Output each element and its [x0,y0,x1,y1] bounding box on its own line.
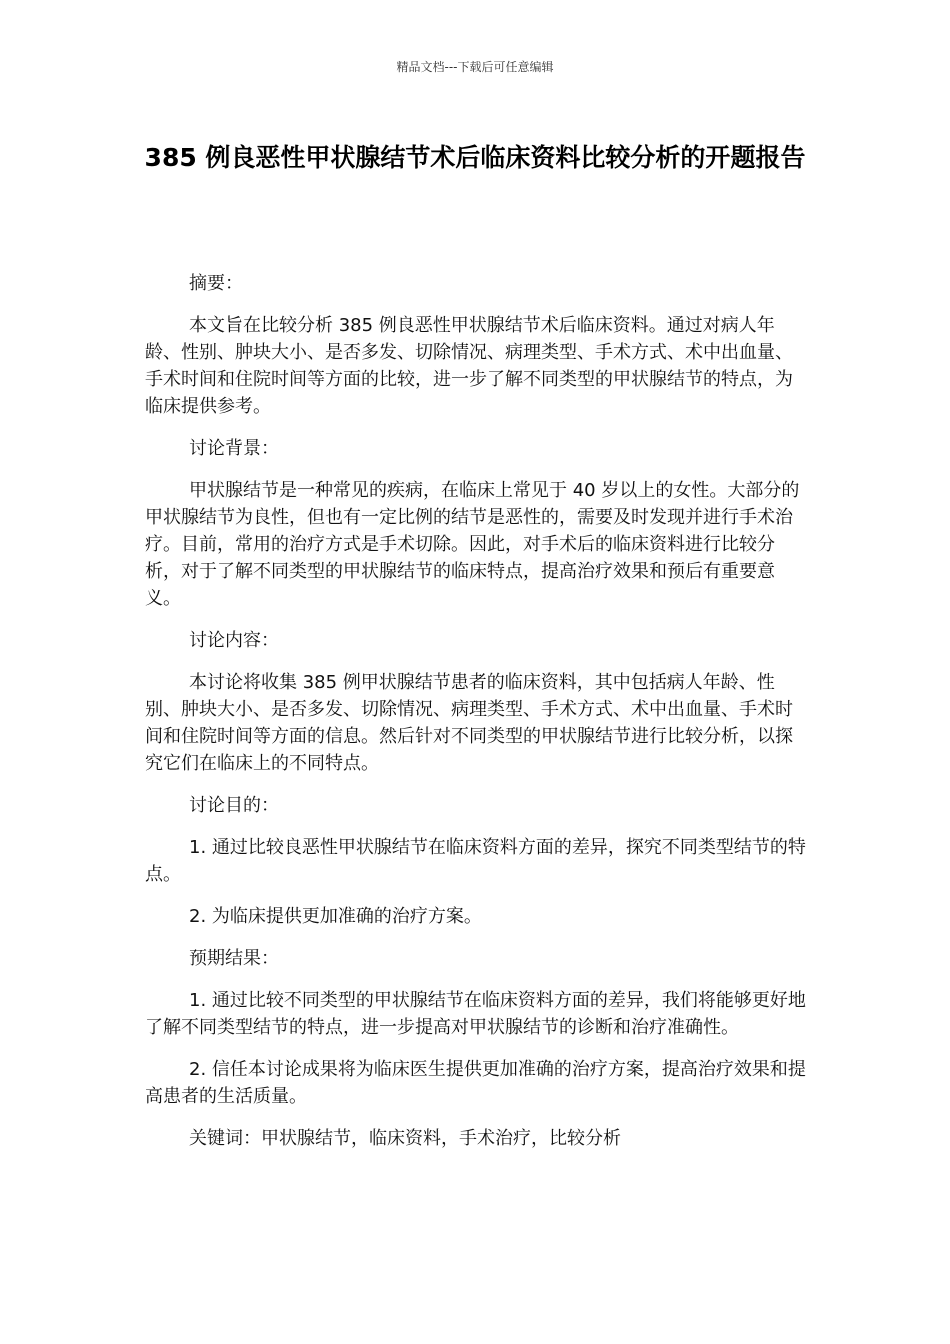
section-heading-content: 讨论内容： [189,630,279,651]
header-note: 精品文档---下载后可任意编辑 [396,60,554,74]
content-paragraph: 本讨论将收集 385 例甲状腺结节患者的临床资料，其中包括病人年龄、性别、肿块大小、是否多发、切除情况、病理类型、手术方式、术中出血量、手术时间和住院时间等方面的信息。然后针对不同类型的甲状腺结节进行比较分析，以探究它们在临床上的不同特点。 [145,672,793,774]
abstract-paragraph: 本文旨在比较分析 385 例良恶性甲状腺结节术后临床资料。通过对病人年龄、性别、肿块大小、是否多发、切除情况、病理类型、手术方式、术中出血量、手术时间和住院时间等方面的比较，进一步了解不同类型的甲状腺结节的特点，为临床提供参考。 [145,315,793,417]
background-paragraph: 甲状腺结节是一种常见的疾病，在临床上常见于 40 岁以上的女性。大部分的甲状腺结节为良性，但也有一定比例的结节是恶性的，需要及时发现并进行手术治疗。目前，常用的治疗方式是手术切除。因此，对手术后的临床资料进行比较分析，对于了解不同类型的甲状腺结节的临床特点，提高治疗效果和预后有重要意义。 [145,480,800,609]
section-heading-background: 讨论背景： [189,438,279,459]
section-heading-expected-results: 预期结果： [189,948,279,969]
document-title: 385 例良恶性甲状腺结节术后临床资料比较分析的开题报告 [144,143,806,172]
section-heading-abstract: 摘要： [189,273,243,294]
expected-result-item-1: 1. 通过比较不同类型的甲状腺结节在临床资料方面的差异，我们将能够更好地了解不同类型结节的特点，进一步提高对甲状腺结节的诊断和治疗准确性。 [145,990,806,1038]
purpose-item-1: 1. 通过比较良恶性甲状腺结节在临床资料方面的差异，探究不同类型结节的特点。 [145,837,806,885]
section-heading-purpose: 讨论目的： [189,795,279,816]
purpose-item-2: 2. 为临床提供更加准确的治疗方案。 [189,906,482,927]
expected-result-item-2: 2. 信任本讨论成果将为临床医生提供更加准确的治疗方案，提高治疗效果和提高患者的生活质量。 [145,1059,806,1107]
keywords-line: 关键词：甲状腺结节，临床资料，手术治疗，比较分析 [189,1128,621,1149]
document-body [145,270,807,1167]
